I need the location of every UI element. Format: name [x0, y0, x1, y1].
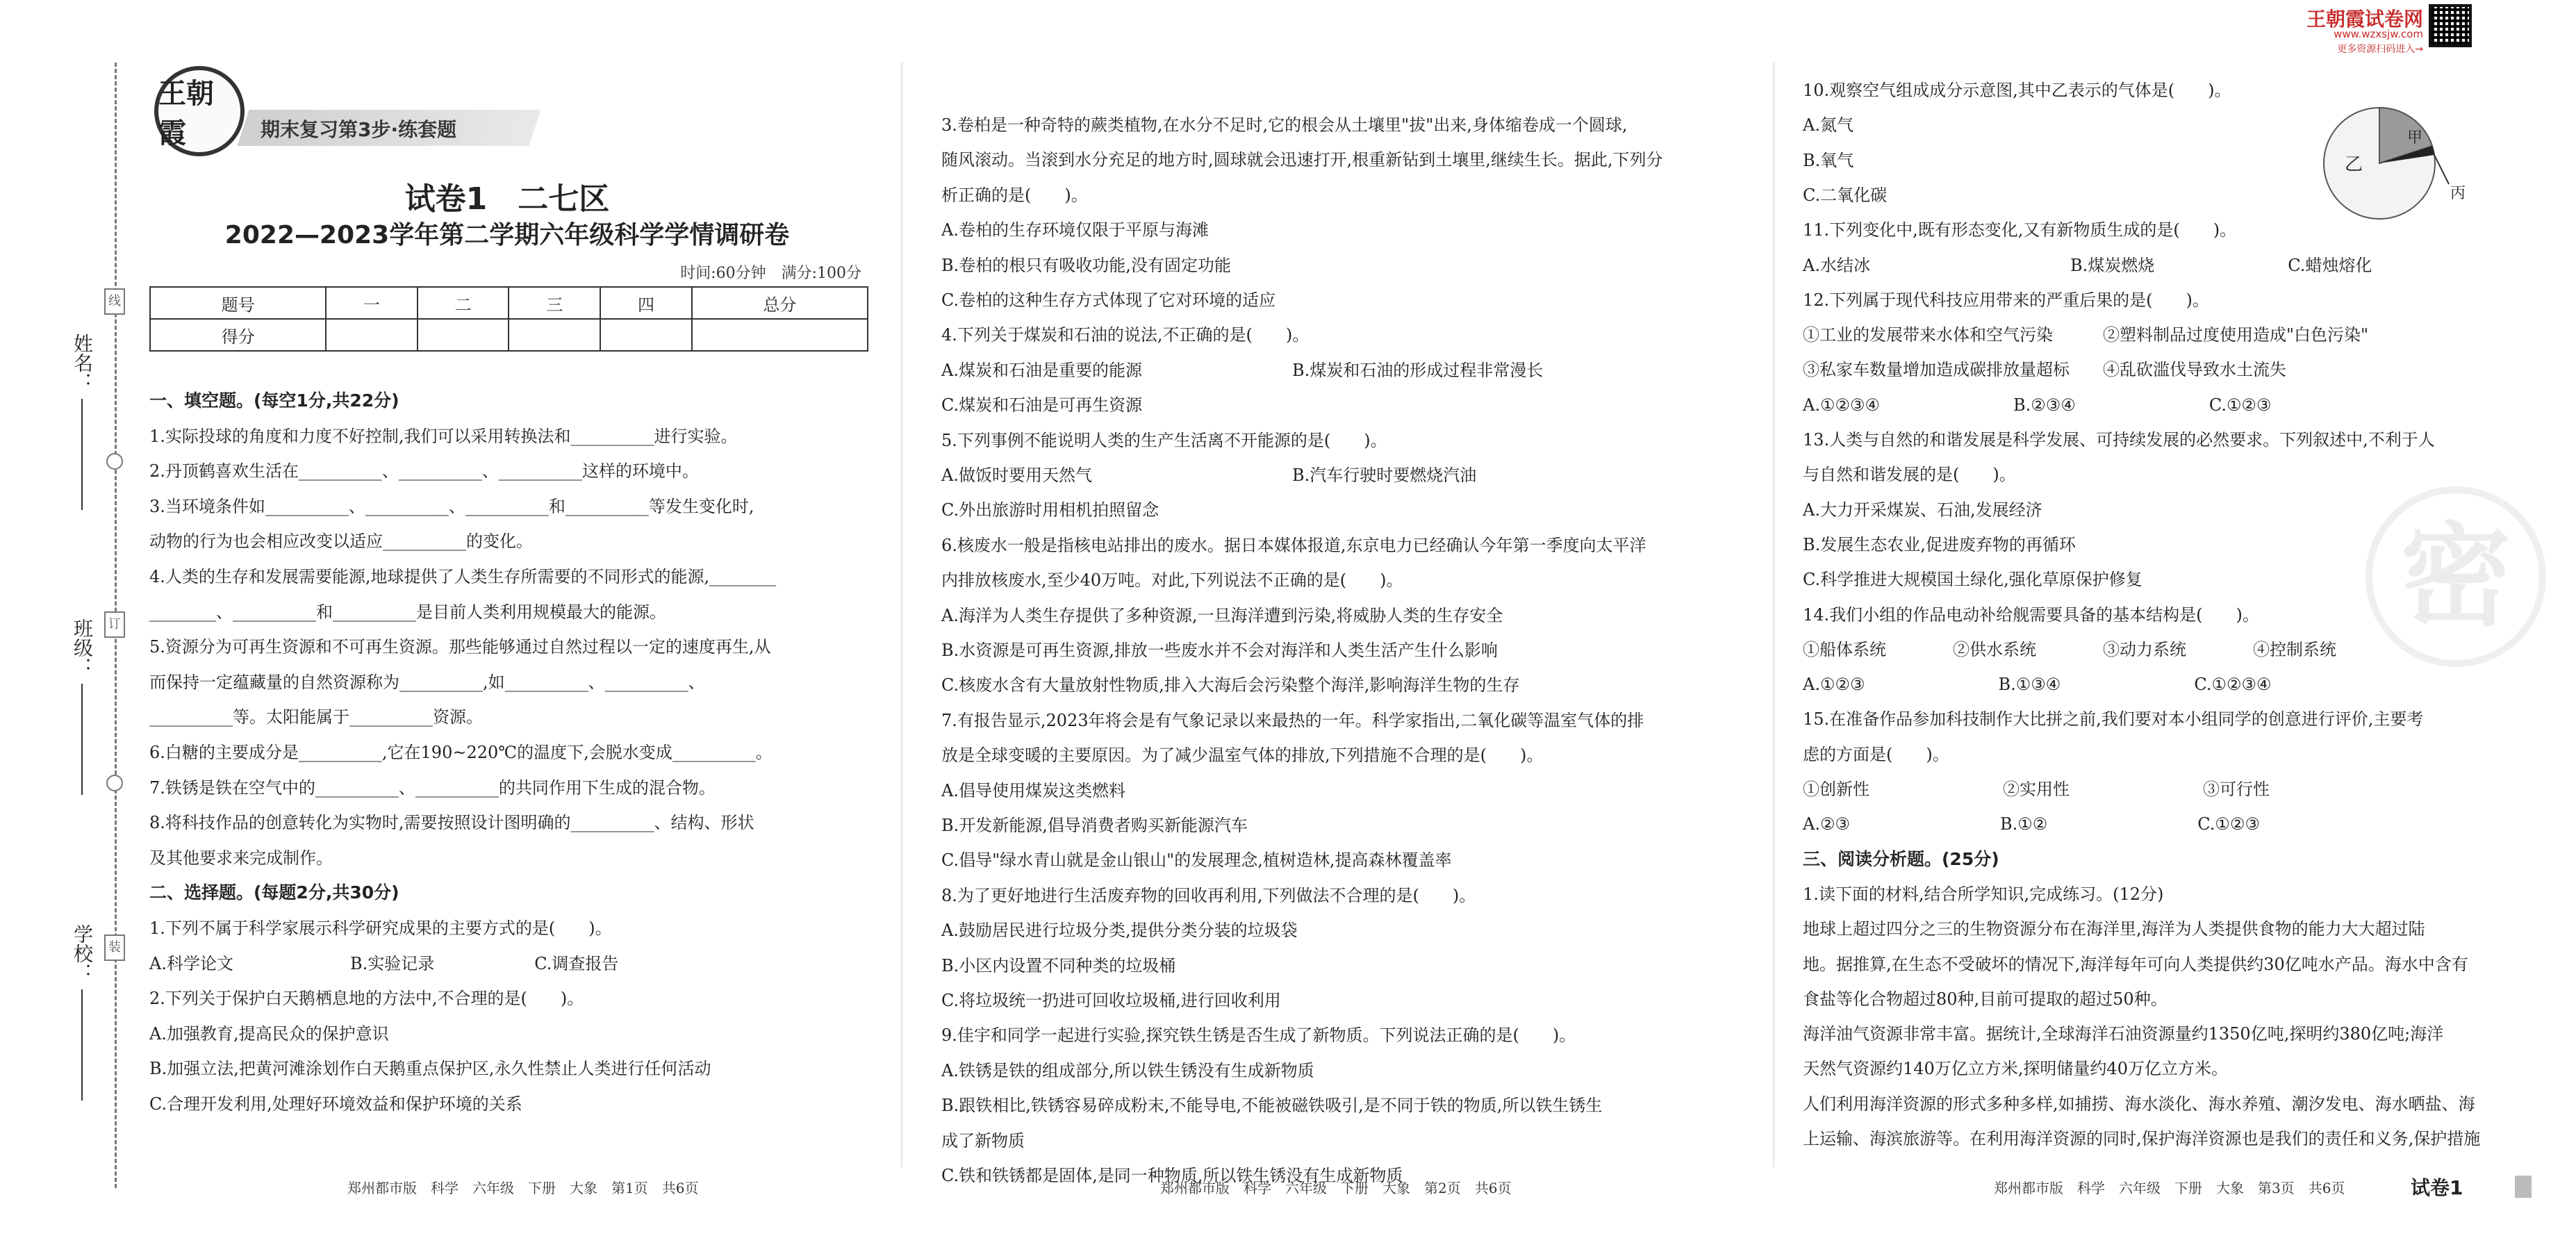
question-line: A.倡导使用煤炭这类燃料: [941, 780, 1125, 800]
question-line: A.铁锈是铁的组成部分,所以铁生锈没有生成新物质: [941, 1060, 1314, 1080]
question-line: 人们利用海洋资源的形式多种多样,如捕捞、海水淡化、海水养殖、潮汐发电、海水晒盐、海: [1803, 1094, 2475, 1114]
question-line: ①创新性 ②实用性 ③可行性: [1803, 780, 2270, 799]
question-line: __________等。太阳能属于__________资源。: [149, 707, 483, 727]
binding-hole-2: [106, 775, 123, 791]
question-line: 14.我们小组的作品电动补给舰需要具备的基本结构是( )。: [1803, 604, 2259, 625]
question-line: 6.核废水一般是指核电站排出的废水。据日本媒体报道,东京电力已经确认今年第一季度向太平洋: [941, 535, 1646, 555]
question-line: 随风滚动。当滚到水分充足的地方时,圆球就会迅速打开,根重新钻到土壤里,继续生长。据此,下列分: [941, 150, 1663, 170]
question-line: 5.下列事例不能说明人类的生产生活离不开能源的是( )。: [941, 430, 1387, 450]
page-footer-3: 郑州都市版 科学 六年级 下册 大象 第3页 共6页: [1994, 1180, 2345, 1196]
air-composition-pie-chart: [2303, 94, 2470, 233]
question-line: 11.下列变化中,既有形态变化,又有新物质生成的是( )。: [1803, 220, 2237, 240]
question-line: 放是全球变暖的主要原因。为了减少温室气体的排放,下列措施不合理的是( )。: [941, 746, 1544, 766]
question-line: C.卷柏的这种生存方式体现了它对环境的适应: [941, 290, 1276, 310]
question-line: ③私家车数量增加造成碳排放量超标 ④乱砍滥伐导致水土流失: [1803, 360, 2286, 380]
question-line: 8.为了更好地进行生活废弃物的回收再利用,下列做法不合理的是( )。: [941, 885, 1476, 905]
question-line: A.科学论文 B.实验记录 C.调查报告: [149, 953, 619, 973]
page-footer-1: 郑州都市版 科学 六年级 下册 大象 第1页 共6页: [347, 1180, 699, 1196]
question-line: C.合理开发利用,处理好环境效益和保护环境的关系: [149, 1094, 522, 1114]
question-line: C.科学推进大规模国土绿化,强化草原保护修复: [1803, 570, 2142, 590]
binding-strip: [0, 0, 132, 1243]
question-line: 10.观察空气组成成分示意图,其中乙表示的气体是( )。: [1803, 81, 2231, 100]
score-table: [149, 286, 868, 352]
question-line: 而保持一定蕴藏量的自然资源称为__________,如__________、__________、: [149, 672, 705, 692]
question-line: 与自然和谐发展的是( )。: [1803, 465, 2016, 485]
score-header-cell: 三: [509, 287, 600, 319]
question-line: A.①②③④ B.②③④ C.①②③: [1803, 395, 2272, 415]
page-footer-2: 郑州都市版 科学 六年级 下册 大象 第2页 共6页: [1160, 1180, 1512, 1196]
column-divider-2: [1773, 63, 1774, 1167]
question-line: B.小区内设置不同种类的垃圾桶: [941, 955, 1176, 976]
exam-tab-marker: [2515, 1176, 2532, 1198]
name-blank[interactable]: [81, 399, 83, 510]
score-row-label: 得分: [150, 319, 326, 351]
question-line: 海洋油气资源非常丰富。据统计,全球海洋石油资源量约1350亿吨,探明约380亿吨;海洋: [1803, 1024, 2444, 1044]
question-line: A.水结冰 B.煤炭燃烧 C.蜡烛熔化: [1803, 255, 2372, 275]
question-line: A.大力开采煤炭、石油,发展经济: [1803, 500, 2042, 520]
binding-hole-1: [106, 453, 123, 470]
question-line: 9.佳宇和同学一起进行实验,探究铁生锈是否生成了新物质。下列说法正确的是( )。: [941, 1026, 1576, 1046]
score-header-cell: 二: [418, 287, 509, 319]
pie-pointer-line: [2434, 154, 2449, 184]
question-line: 4.人类的生存和发展需要能源,地球提供了人类生存所需要的不同形式的能源,________: [149, 567, 777, 586]
question-line: B.发展生态农业,促进废弃物的再循环: [1803, 534, 2076, 554]
question-line: C.倡导"绿水青山就是金山银山"的发展理念,植树造林,提高森林覆盖率: [941, 850, 1452, 871]
page-column-1: [139, 0, 875, 1243]
question-line: C.将垃圾统一扔进可回收垃圾桶,进行回收利用: [941, 991, 1281, 1010]
class-label: 班级：: [71, 618, 94, 677]
score-input-cell[interactable]: [509, 319, 600, 351]
question-line: ①工业的发展带来水体和空气污染 ②塑料制品过度使用造成"白色污染": [1803, 325, 2369, 345]
question-line: B.氧气: [1803, 150, 1854, 170]
score-input-cell[interactable]: [418, 319, 509, 351]
question-line: B.卷柏的根只有吸收功能,没有固定功能: [941, 255, 1231, 275]
question-line: 13.人类与自然的和谐发展是科学发展、可持续发展的必然要求。下列叙述中,不利于人: [1803, 430, 2435, 450]
name-label: 姓名：: [71, 334, 94, 392]
question-line: 4.下列关于煤炭和石油的说法,不正确的是( )。: [941, 325, 1310, 345]
question-line: 上运输、海滨旅游等。在利用海洋资源的同时,保护海洋资源也是我们的责任和义务,保护措施: [1803, 1129, 2481, 1149]
score-header-cell: 一: [326, 287, 418, 319]
question-line: 2.丹顶鹤喜欢生活在__________、__________、__________这样的环境中。: [149, 461, 699, 481]
question-line: B.跟铁相比,铁锈容易碎成粉末,不能导电,不能被磁铁吸引,是不同于铁的物质,所以铁生锈生: [941, 1096, 1603, 1116]
question-line: C.核废水含有大量放射性物质,排入大海后会污染整个海洋,影响海洋生物的生存: [941, 675, 1520, 695]
section-heading: 三、阅读分析题。(25分): [1803, 848, 1999, 869]
question-line: 地球上超过四分之三的生物资源分布在海洋里,海洋为人类提供食物的能力大大超过陆: [1803, 919, 2425, 939]
brand-slogan: 更多资源扫码进入→: [2337, 44, 2423, 55]
question-line: 1.读下面的材料,结合所学知识,完成练习。(12分): [1803, 884, 2164, 904]
brand-name: 王朝霞试卷网: [2306, 8, 2423, 31]
score-input-cell[interactable]: [692, 319, 868, 351]
question-line: ①船体系统 ②供水系统 ③动力系统 ④控制系统: [1803, 639, 2336, 659]
cut-mark-1: 线: [104, 288, 125, 315]
question-line: C.外出旅游时用相机拍照留念: [941, 500, 1159, 520]
question-line: 天然气资源约140万亿立方米,探明储量约40万亿立方米。: [1803, 1059, 2228, 1079]
brand-url[interactable]: www.wzxsjw.com: [2334, 28, 2423, 40]
question-line: B.开发新能源,倡导消费者购买新能源汽车: [941, 816, 1248, 835]
school-blank[interactable]: [81, 989, 83, 1101]
class-field[interactable]: [68, 618, 96, 795]
score-input-cell[interactable]: [600, 319, 692, 351]
question-line: 15.在准备作品参加科技制作大比拼之前,我们要对本小组同学的创意进行评价,主要考: [1803, 709, 2424, 730]
score-header-cell: 四: [600, 287, 692, 319]
question-line: ________、__________和__________是目前人类利用规模最大的能源。: [149, 602, 666, 622]
score-input-cell[interactable]: [326, 319, 418, 351]
question-line: 析正确的是( )。: [941, 185, 1088, 205]
score-table-score-row: [150, 319, 868, 351]
exam-title: 试卷1 二七区: [404, 181, 610, 217]
section-heading: 二、选择题。(每题2分,共30分): [149, 882, 399, 903]
school-field[interactable]: [68, 924, 96, 1101]
question-line: 3.当环境条件如__________、__________、__________和__________等发生变化时,: [149, 496, 754, 516]
question-line: 动物的行为也会相应改变以适应__________的变化。: [149, 532, 533, 552]
question-line: 成了新物质: [941, 1130, 1025, 1151]
cut-mark-3: 装: [104, 935, 125, 961]
column-divider-1: [901, 63, 902, 1167]
name-field[interactable]: [68, 334, 96, 510]
question-line: A.做饭时要用天然气 B.汽车行驶时要燃烧汽油: [941, 466, 1477, 485]
exam-meta: 时间:60分钟 满分:100分: [680, 265, 861, 282]
question-line: A.②③ B.①② C.①②③: [1803, 814, 2260, 834]
school-label: 学校：: [71, 924, 94, 982]
question-line: 6.白糖的主要成分是__________,它在190~220℃的温度下,会脱水变成__________。: [149, 743, 773, 762]
question-line: C.铁和铁锈都是固体,是同一种物质,所以铁生锈没有生成新物质: [941, 1166, 1403, 1185]
score-header-cell: 题号: [150, 287, 326, 319]
pie-label-bing: 丙: [2450, 185, 2466, 202]
question-line: 2.下列关于保护白天鹅栖息地的方法中,不合理的是( )。: [149, 989, 584, 1009]
question-line: 3.卷柏是一种奇特的蕨类植物,在水分不足时,它的根会从土壤里"拔"出来,身体缩卷成一个圆球,: [941, 115, 1628, 135]
question-line: B.水资源是可再生资源,排放一些废水并不会对海洋和人类生活产生什么影响: [941, 641, 1498, 660]
pie-label-yi: 乙: [2345, 154, 2363, 175]
question-line: 及其他要求来完成制作。: [149, 848, 333, 868]
banner-text: 期末复习第3步·练套题: [261, 118, 457, 141]
question-line: 12.下列属于现代科技应用带来的严重后果的是( )。: [1803, 290, 2209, 310]
watermark-seal: 密: [2366, 486, 2546, 667]
question-line: A.①②③ B.①③④ C.①②③④: [1803, 675, 2272, 695]
page-column-2: [924, 0, 1751, 1243]
section-heading: 一、填空题。(每空1分,共22分): [149, 390, 399, 411]
logo-text: 王朝霞: [158, 78, 214, 149]
question-line: A.氮气: [1803, 115, 1853, 135]
question-line: C.二氧化碳: [1803, 185, 1888, 205]
question-line: B.加强立法,把黄河滩涂划作白天鹅重点保护区,永久性禁止人类进行任何活动: [149, 1059, 711, 1079]
question-line: 5.资源分为可再生资源和不可再生资源。那些能够通过自然过程以一定的速度再生,从: [149, 637, 771, 657]
question-line: 1.下列不属于科学家展示科学研究成果的主要方式的是( )。: [149, 919, 612, 938]
exam-subtitle: 2022—2023学年第二学期六年级科学学情调研卷: [224, 221, 790, 249]
question-line: 8.将科技作品的创意转化为实物时,需要按照设计图明确的__________、结构、形状: [149, 813, 754, 833]
exam-tab-label: 试卷1: [2411, 1176, 2463, 1199]
question-line: A.海洋为人类生存提供了多种资源,一旦海洋遭到污染,将威胁人类的生存安全: [941, 605, 1503, 625]
cut-mark-2: 订: [104, 611, 125, 638]
class-blank[interactable]: [81, 684, 83, 795]
question-line: 7.有报告显示,2023年将会是有气象记录以来最热的一年。科学家指出,二氧化碳等温室气体的排: [941, 710, 1644, 730]
question-line: A.卷柏的生存环境仅限于平原与海滩: [941, 220, 1209, 240]
question-line: 7.铁锈是铁在空气中的__________、__________的共同作用下生成的混合物。: [149, 777, 716, 798]
question-line: 1.实际投球的角度和力度不好控制,我们可以采用转换法和__________进行实验。: [149, 426, 738, 446]
score-table-header-row: [150, 287, 868, 319]
question-line: C.煤炭和石油是可再生资源: [941, 395, 1143, 415]
question-line: A.加强教育,提高民众的保护意识: [149, 1023, 389, 1044]
question-line: 食盐等化合物超过80种,目前可提取的超过50种。: [1803, 989, 2168, 1009]
score-header-cell: 总分: [692, 287, 868, 319]
publisher-logo-icon: [154, 66, 245, 156]
question-line: 地。据推算,在生态不受破坏的情况下,海洋每年可向人类提供约30亿吨水产品。海水中含有: [1803, 954, 2468, 974]
question-line: 内排放核废水,至少40万吨。对此,下列说法不正确的是( )。: [941, 570, 1403, 591]
question-line: 虑的方面是( )。: [1803, 744, 1949, 764]
question-line: A.煤炭和石油是重要的能源 B.煤炭和石油的形成过程非常漫长: [941, 360, 1544, 380]
pie-label-jia: 甲: [2407, 129, 2423, 147]
question-line: A.鼓励居民进行垃圾分类,提供分类分装的垃圾袋: [941, 921, 1298, 941]
